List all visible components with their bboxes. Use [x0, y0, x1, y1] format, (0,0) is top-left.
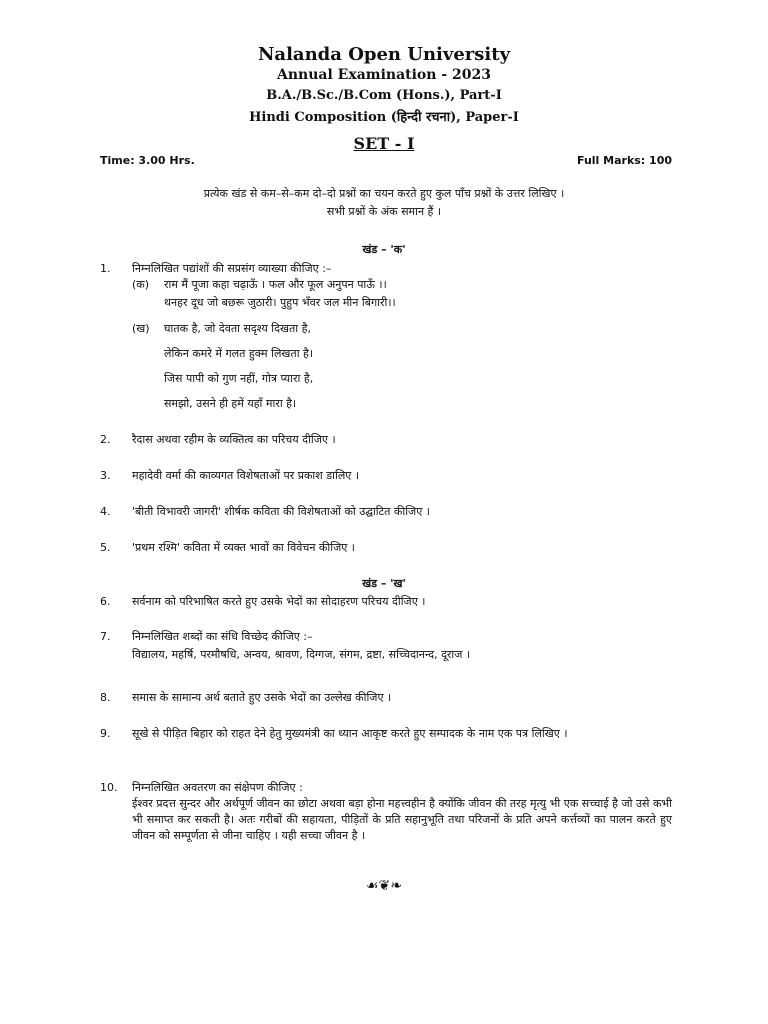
- question-number: 9.: [100, 727, 111, 740]
- instruction-line-2: सभी प्रश्नों के अंक समान हैं ।: [326, 205, 442, 218]
- question-number: 4.: [100, 505, 111, 518]
- question-text: सर्वनाम को परिभाषित करते हुए उसके भेदों का सोदाहरण परिचय दीजिए ।: [132, 595, 426, 608]
- question-text: रैदास अथवा रहीम के व्यक्तित्व का परिचय दीजिए ।: [132, 433, 336, 446]
- part-a-label: (क): [132, 278, 150, 291]
- set-label: SET - I: [353, 134, 415, 153]
- paper-title: Hindi Composition (हिन्दी रचना), Paper-I: [249, 110, 519, 125]
- time-label: Time: 3.00 Hrs.: [100, 154, 195, 167]
- question-text: निम्नलिखित पद्यांशों की सप्रसंग व्याख्या कीजिए :–: [132, 262, 332, 275]
- part-a-line-2: थनहर दूध जो बछरू जुठारी। पुहुप भँवर जल मीन बिगारी।।: [164, 296, 396, 309]
- question-number: 5.: [100, 541, 111, 554]
- question-number: 7.: [100, 630, 111, 643]
- question-number: 3.: [100, 469, 111, 482]
- university-title: Nalanda Open University: [257, 44, 511, 65]
- question-number: 10.: [100, 781, 118, 794]
- part-b-line-4: समझो, उसने ही हमें यहाँ मारा है।: [164, 397, 297, 410]
- section-a-heading: खंड – 'क': [362, 243, 406, 256]
- question-text: समास के सामान्य अर्थ बताते हुए उसके भेदों का उल्लेख कीजिए ।: [132, 691, 392, 704]
- section-b-heading: खंड – 'ख': [362, 577, 406, 590]
- part-a-line-1: राम मैं पूजा कहा चढ़ाऊँ । फल और फूल अनुपन पाऊँ ।।: [164, 278, 387, 291]
- question-number: 2.: [100, 433, 111, 446]
- question-number: 8.: [100, 691, 111, 704]
- part-b-line-3: जिस पापी को गुण नहीं, गोत्र प्यारा है,: [164, 372, 314, 385]
- set-heading: [0, 134, 768, 153]
- sandhi-word-list: विद्यालय, महर्षि, परमौषधि, अन्वय, श्रावण, दिग्गज, संगम, द्रष्टा, सच्चिदानन्द, दूराज ।: [132, 648, 471, 661]
- question-text: निम्नलिखित शब्दों का संधि विच्छेद कीजिए :–: [132, 630, 313, 643]
- question-number: 6.: [100, 595, 111, 608]
- course-title: B.A./B.Sc./B.Com (Hons.), Part-I: [266, 88, 502, 103]
- question-text: निम्नलिखित अवतरण का संक्षेपण कीजिए :: [132, 781, 303, 794]
- passage-text: ईश्वर प्रदत्त सुन्दर और अर्थपूर्ण जीवन का छोटा अथवा बड़ा होना महत्त्वहीन है क्योंकि जीवन की तरह मृत्यु भी एक सच्चाई है जो उसे कभी भी समाप्त कर सकती है। अतः गरीबों की सहायता, पीड़ितों के प्रति सहानुभूति तथा परिजनों के प्रति अपने कर्त्तव्यों का पालन करते हुए जीवन को सम्पूर्णता से जीना चाहिए । यही सच्चा जीवन है ।: [132, 797, 672, 842]
- ornament-divider: ☙❦❧: [365, 878, 402, 894]
- part-b-line-1: घातक है, जो देवता सदृश्य दिखता है,: [164, 322, 311, 335]
- question-text: सूखे से पीड़ित बिहार को राहत देने हेतु मुख्यमंत्री का ध्यान आकृष्ट करते हुए सम्पादक के नाम एक पत्र लिखिए ।: [132, 727, 568, 740]
- full-marks-label: Full Marks: 100: [576, 154, 672, 167]
- question-text: 'बीती विभावरी जागरी' शीर्षक कविता की विशेषताओं को उद्घाटित कीजिए ।: [132, 505, 430, 518]
- question-text: 'प्रथम रश्मि' कविता में व्यक्त भावों का विवेचन कीजिए ।: [132, 541, 355, 554]
- part-b-label: (ख): [132, 322, 150, 335]
- exam-title: Annual Examination - 2023: [277, 67, 491, 83]
- question-text: महादेवी वर्मा की काव्यगत विशेषताओं पर प्रकाश डालिए ।: [132, 469, 360, 482]
- instruction-line-1: प्रत्येक खंड से कम–से–कम दो–दो प्रश्नों का चयन करते हुए कुल पाँच प्रश्नों के उत्तर लिखिए ।: [203, 187, 565, 200]
- part-b-line-2: लेकिन कमरे में गलत हुक्म लिखता है।: [164, 347, 314, 360]
- question-number: 1.: [100, 262, 111, 275]
